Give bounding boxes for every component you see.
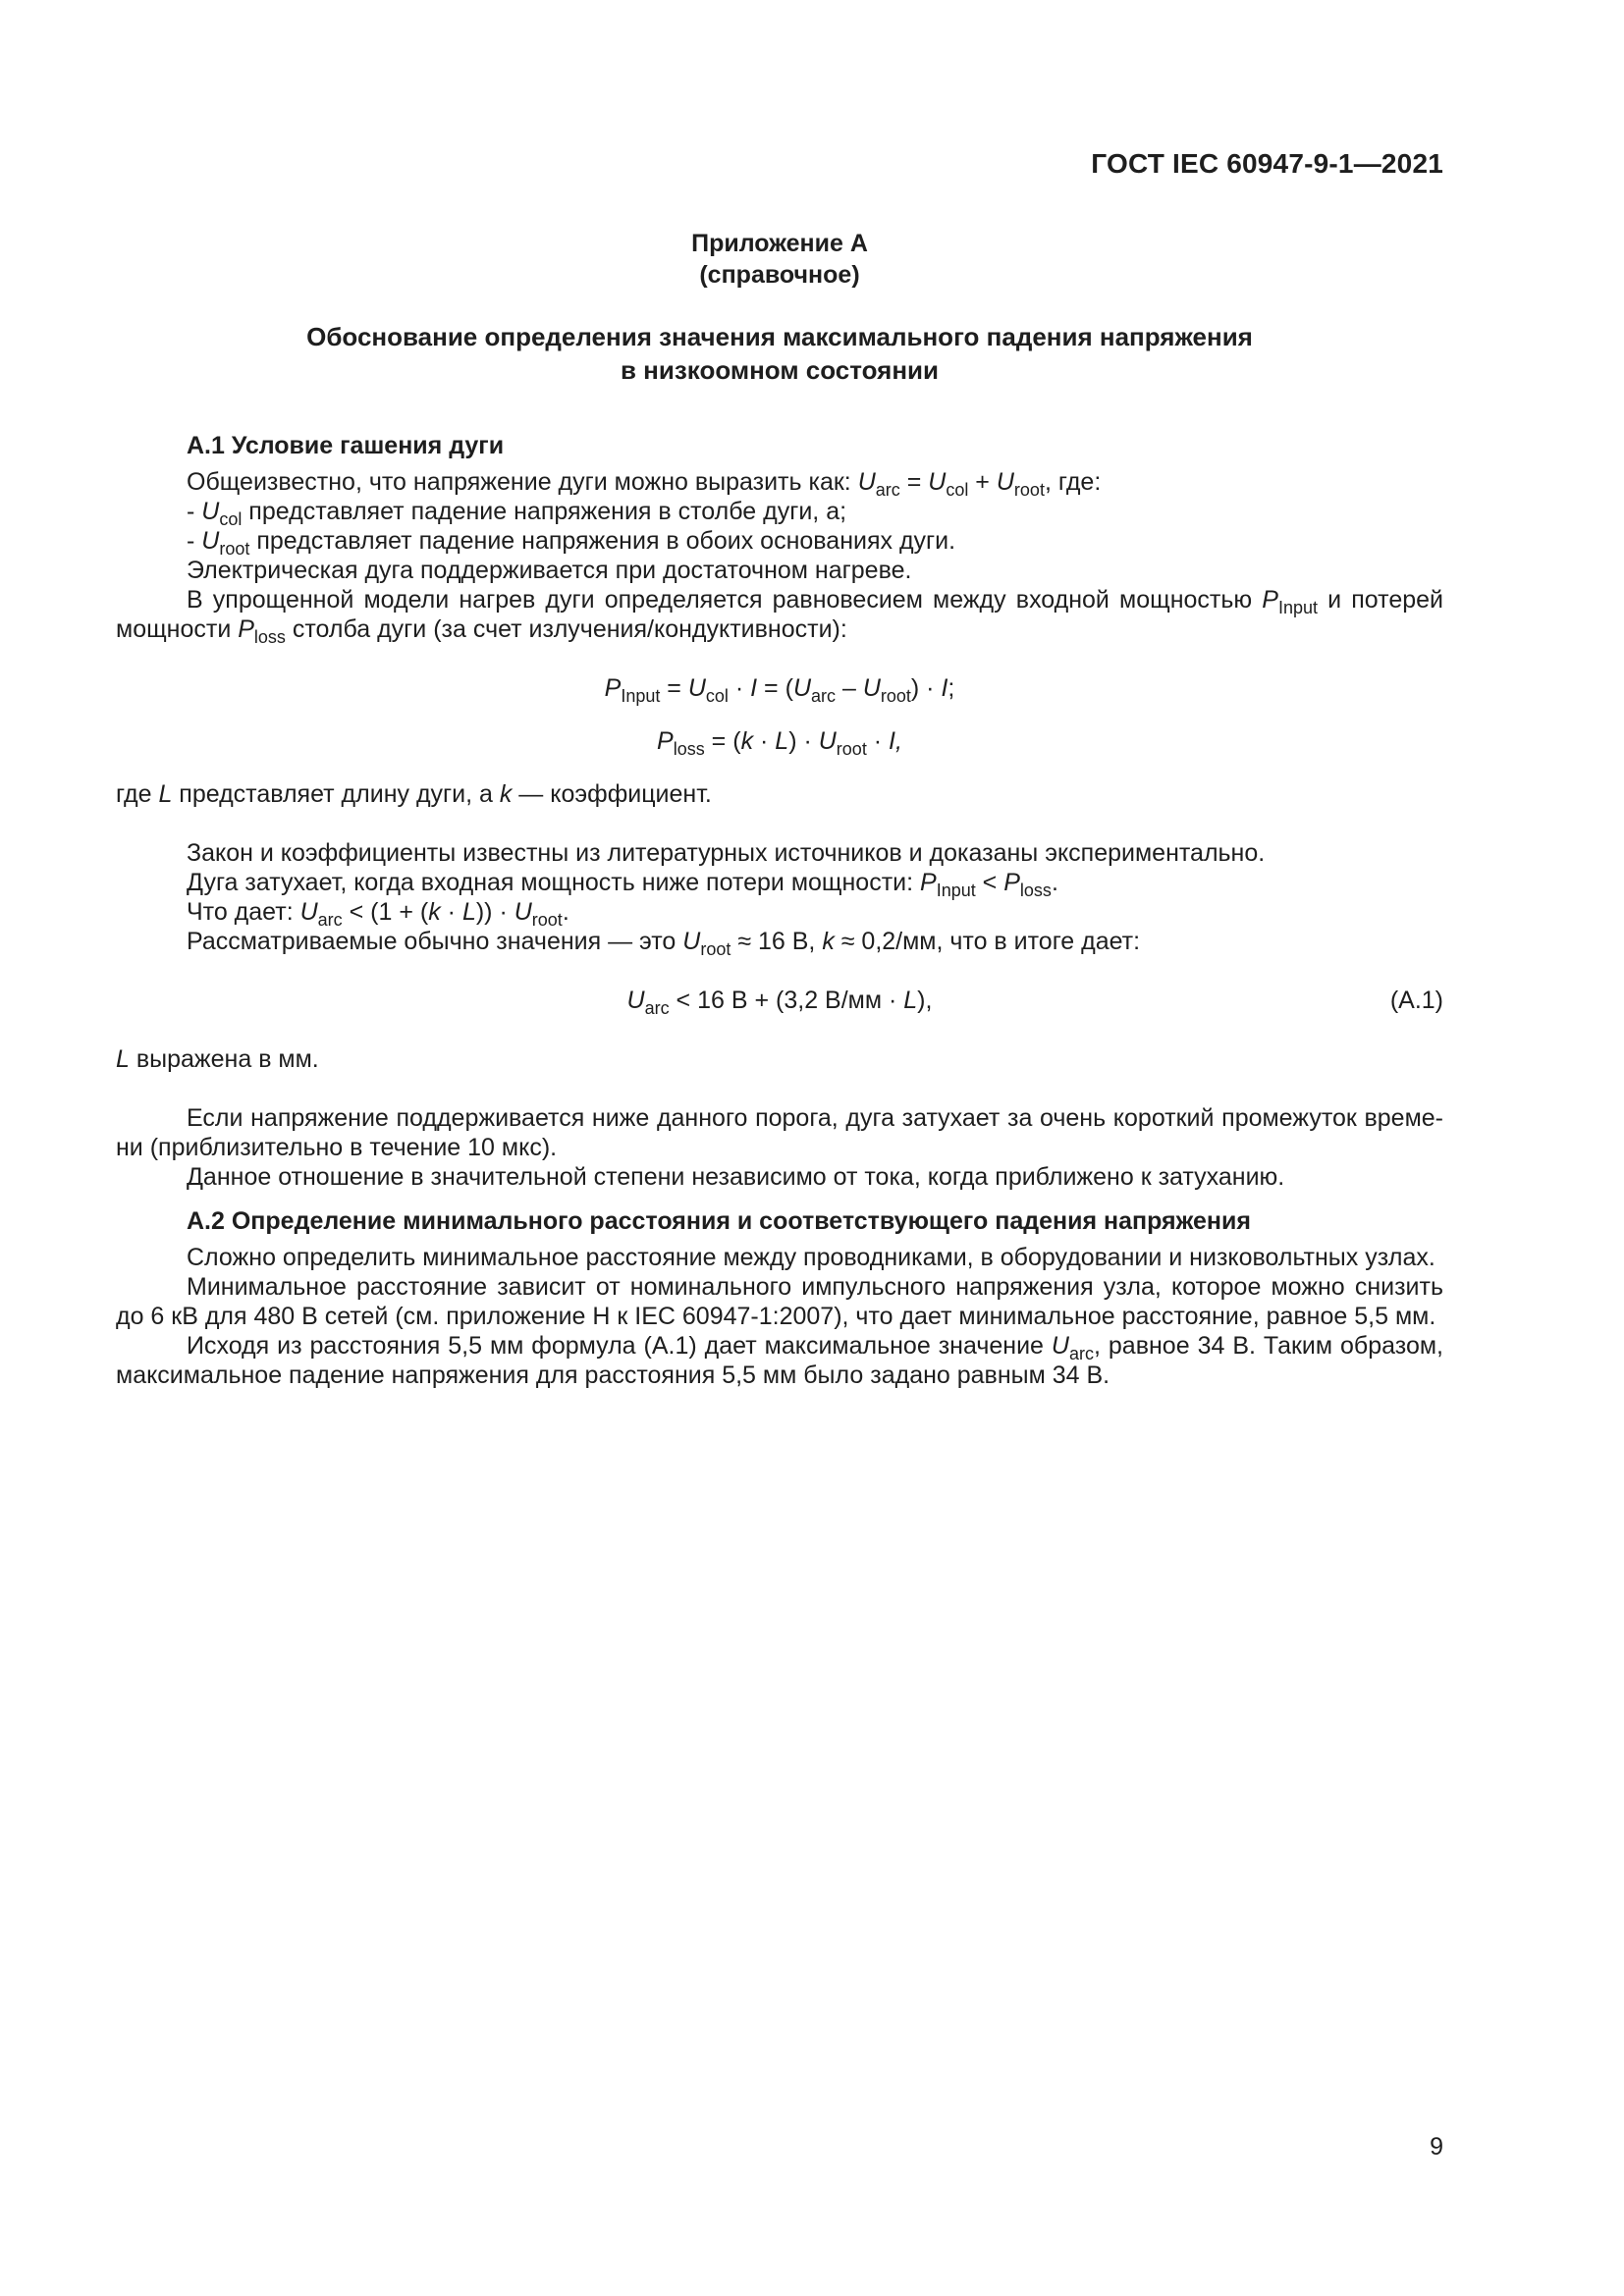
annex-type: (справочное) xyxy=(699,261,860,289)
a2-paragraph-2: Минимальное расстояние зависит от номинального импульсного напряжения узла, которое можно снизить до 6 кВ для 480 В сетей (см. приложение Н к IEC 60947-1:2007), что дает минимальное расстояние, равное 5,5 мм. xyxy=(116,1273,1443,1330)
annex-heading xyxy=(116,228,1443,291)
document-page xyxy=(116,0,1443,2296)
a1-paragraph-9: Данное отношение в значительной степени независимо от тока, когда приближено к затуханию. xyxy=(187,1163,1285,1191)
section-a1-title: А.1 Условие гашения дуги xyxy=(187,432,505,459)
formula-a1: $U_{arc} < 16$ В + (3,2 В/мм · L), (А.1) xyxy=(626,987,1443,1018)
formula-p-input: $P_{Input} = U_{col} \cdot I = (U_{arc} - U_{root}) \cdot I$; xyxy=(604,674,955,706)
a1-paragraph-7: Рассматриваемые обычно значения — это $U_{root} \approx 16$ В, k ≈ 0,2/мм, что в итоге дает: xyxy=(187,928,1141,959)
formula-p-loss: $P_{loss} = (k \cdot L) \cdot U_{root} \cdot I$, xyxy=(657,727,902,759)
equation-number: (А.1) xyxy=(1389,987,1443,1014)
a2-paragraph-1: Сложно определить минимальное расстояние между проводниками, в оборудовании и низковольтных узлах. xyxy=(187,1244,1435,1271)
a1-paragraph-4: Закон и коэффициенты известны из литературных источников и доказаны экспериментально. xyxy=(187,839,1266,867)
a2-paragraph-3: Исходя из расстояния 5,5 мм формула (А.1) дает максимальное значение $U_{arc}$, равное 34 В. Таким образом, максимальное падение напряжения для расстояния 5,5 мм было задано равным 34 В. xyxy=(116,1332,1443,1389)
page-number: 9 xyxy=(1430,2133,1443,2161)
a1-list-item-1: - $U_{col}$ представляет падение напряжения в столбе дуги, а; xyxy=(187,498,847,529)
a1-list-item-2: - $U_{root}$ представляет падение напряжения в обоих основаниях дуги. xyxy=(187,527,956,559)
annex-label: Приложение А xyxy=(691,230,868,257)
annex-title-line-2: в низкоомном состоянии xyxy=(620,355,940,385)
a1-paragraph-3: В упрощенной модели нагрев дуги определяется равновесием между входной мощностью $P_{Input}$ и потерей мощности $P_{loss}$ столба дуги (за счет излучения/кондуктивности): xyxy=(116,586,1443,647)
annex-title-line-1: Обоснование определения значения максимального падения напряжения xyxy=(306,322,1253,351)
where-clause: где L представляет длину дуги, а k — коэффициент. xyxy=(116,780,712,808)
a1-paragraph-8: Если напряжение поддерживается ниже данного порога, дуга затухает за очень короткий промежуток време-ни (приблизительно в течение 10 мкс). xyxy=(116,1104,1443,1161)
body-text xyxy=(116,430,1443,1390)
a1-paragraph-2: Электрическая дуга поддерживается при достаточном нагреве. xyxy=(187,557,912,584)
l-unit-note: L выражена в мм. xyxy=(116,1045,319,1073)
a1-paragraph-5: Дуга затухает, когда входная мощность ниже потери мощности: $P_{Input} < P_{loss}$. xyxy=(187,869,1058,900)
annex-title xyxy=(116,320,1443,387)
a1-paragraph-1: Общеизвестно, что напряжение дуги можно выразить как: $U_{arc} = U_{col} + U_{root}$, где: xyxy=(187,468,1102,500)
a1-paragraph-6: Что дает: $U_{arc} < (1 + (k \cdot L)) \cdot U_{root}$. xyxy=(187,898,569,930)
document-id: ГОСТ IEC 60947-9-1—2021 xyxy=(1091,148,1443,179)
section-a2-title: А.2 Определение минимального расстояния и соответствующего падения напряжения xyxy=(187,1207,1251,1235)
